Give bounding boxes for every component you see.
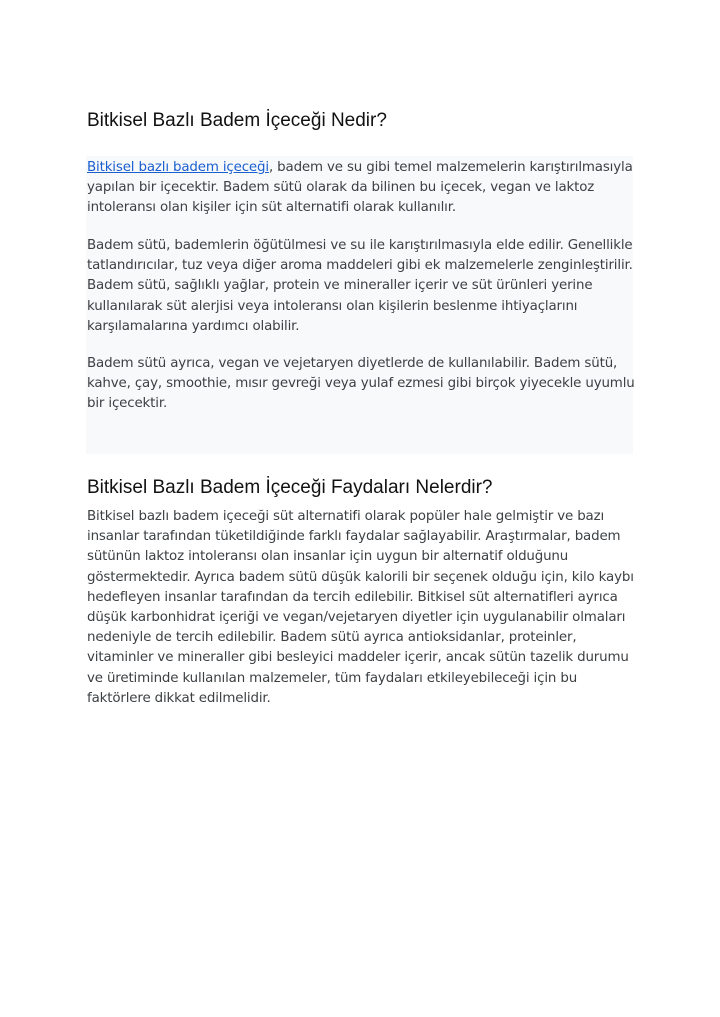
production-paragraph: Badem sütü, bademlerin öğütülmesi ve su ile karıştırılmasıyla elde edilir. Genellikle tatlandırıcılar, tuz veya diğer aroma maddeleri gibi ek malzemelerle zenginleştirilir. Badem sütü, sağlıklı yağlar, protein ve mineraller içerir ve süt ürünleri yerine kullanılarak süt alerjisi veya intoleransı olan kişilerin beslenme ihtiyaçlarını karşılamalarına yardımcı olabilir. <box>87 238 633 334</box>
section-heading-nedir: Bitkisel Bazlı Badem İçeceği Nedir? <box>87 110 387 131</box>
intro-paragraph <box>87 158 637 219</box>
usage-paragraph: Badem sütü ayrıca, vegan ve vejetaryen diyetlerde de kullanılabilir. Badem sütü, kahve, çay, smoothie, mısır gevreği veya yulaf ezmesi gibi birçok yiyecekle uyumlu bir içecektir. <box>87 356 635 412</box>
section-heading-faydalari: Bitkisel Bazlı Badem İçeceği Faydaları Nelerdir? <box>87 477 493 498</box>
intro-paragraph-text: , badem ve su gibi temel malzemelerin karıştırılmasıyla yapılan bir içecektir. Badem sütü olarak da bilinen bu içecek, vegan ve laktoz intoleransı olan kişiler için süt alternatifi olarak kullanılır. <box>87 160 633 216</box>
benefits-paragraph: Bitkisel bazlı badem içeceği süt alternatifi olarak popüler hale gelmiştir ve bazı insanlar tarafından tüketildiğinde farklı faydalar sağlayabilir. Araştırmalar, badem sütünün laktoz intoleransı olan insanlar için uygun bir alternatif olduğunu göstermektedir. Ayrıca badem sütü düşük kalorili bir seçenek olduğu için, kilo kaybı hedefleyen insanlar tarafından da tercih edilebilir. Bitkisel süt alternatifleri ayrıca düşük karbonhidrat içeriği ve vegan/vejetaryen diyetler için uygulanabilir olmaları nedeniyle de tercih edilebilir. Badem sütü ayrıca antioksidanlar, proteinler, vitaminler ve mineraller gibi besleyici maddeler içerir, ancak sütün tazelik durumu ve üretiminde kullanılan malzemeler, tüm faydaları etkileyebileceği için bu faktörlere dikkat edilmelidir. <box>87 509 634 706</box>
inline-link-badem-icecegi[interactable]: Bitkisel bazlı badem içeceği <box>87 160 269 175</box>
